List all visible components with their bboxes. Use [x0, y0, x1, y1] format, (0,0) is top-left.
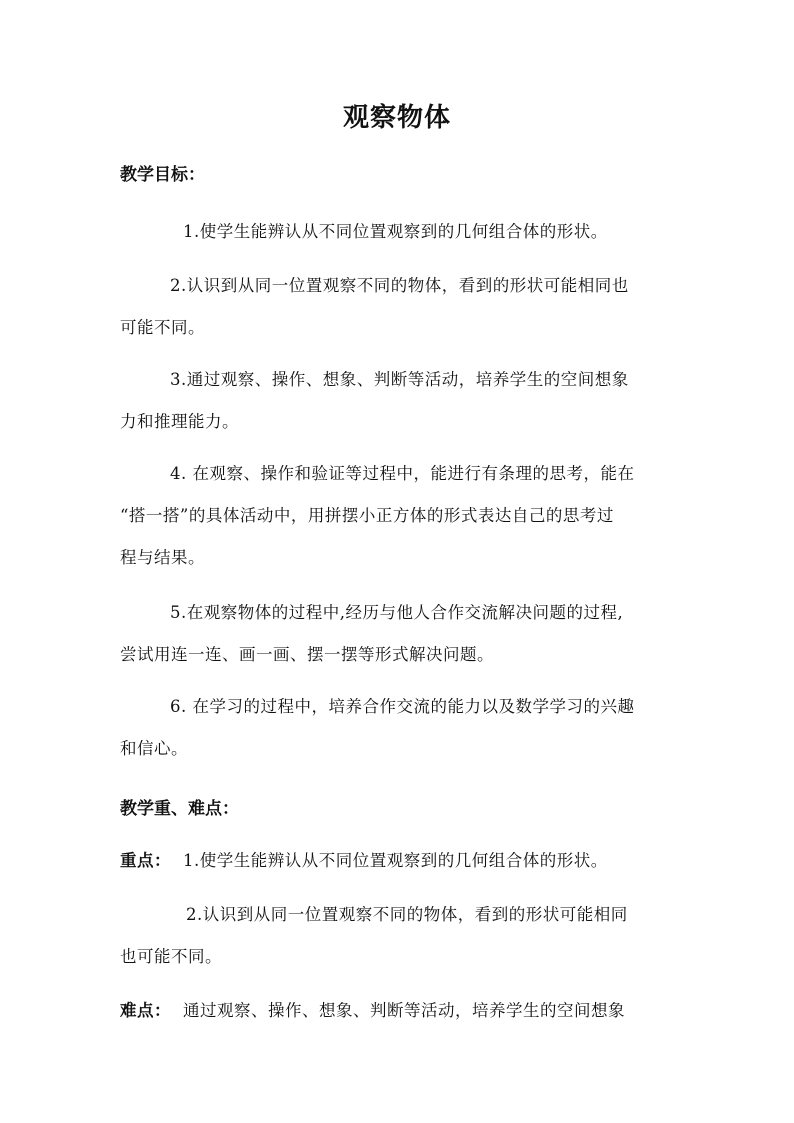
section-heading-objectives: 教学目标： — [120, 165, 205, 185]
paragraph-line: 5.在观察物体的过程中,经历与他人合作交流解决问题的过程, — [170, 603, 624, 622]
page-title: 观察物体 — [342, 103, 451, 133]
paragraph-line: 3.通过观察、操作、想象、判断等活动，培养学生的空间想象 — [170, 370, 629, 389]
objective-item-3 — [120, 359, 676, 443]
paragraph-line: 1.使学生能辨认从不同位置观察到的几何组合体的形状。 — [183, 222, 608, 241]
objective-item-5 — [120, 592, 676, 676]
objective-item-4 — [120, 453, 676, 579]
key-point-line — [120, 840, 676, 882]
difficult-point-label: 难点： — [120, 1001, 171, 1020]
difficult-point-line — [120, 990, 676, 1032]
objective-item-2 — [120, 265, 676, 349]
paragraph-line: 可能不同。 — [120, 318, 205, 337]
paragraph-line: 2.认识到从同一位置观察不同的物体，看到的形状可能相同也 — [170, 276, 629, 295]
objective-item-6 — [120, 686, 676, 770]
objective-item-1 — [120, 211, 676, 253]
difficult-point-text: 通过观察、操作、想象、判断等活动，培养学生的空间想象 — [183, 1001, 625, 1020]
difficult-point-item — [120, 990, 676, 1032]
paragraph-line: 也可能不同。 — [120, 947, 222, 966]
paragraph-line: 4. 在观察、操作和验证等过程中，能进行有条理的思考，能在 — [170, 464, 635, 483]
key-point-item-2 — [120, 894, 676, 978]
section-heading-key-points: 教学重、难点： — [120, 799, 239, 819]
paragraph-line: 尝试用连一连、画一画、摆一摆等形式解决问题。 — [120, 645, 494, 664]
key-point-text: 1.使学生能辨认从不同位置观察到的几何组合体的形状。 — [183, 851, 608, 870]
paragraph-line: “搭一搭”的具体活动中，用拼摆小正方体的形式表达自己的思考过 — [120, 506, 614, 525]
paragraph-line: 6. 在学习的过程中，培养合作交流的能力以及数学学习的兴趣 — [170, 697, 635, 716]
key-point-label: 重点： — [120, 851, 171, 870]
paragraph-line: 2.认识到从同一位置观察不同的物体，看到的形状可能相同 — [186, 905, 628, 924]
key-point-item-1 — [120, 840, 676, 882]
paragraph-line: 程与结果。 — [120, 548, 205, 567]
paragraph-line: 和信心。 — [120, 739, 188, 758]
paragraph-line: 力和推理能力。 — [120, 412, 239, 431]
